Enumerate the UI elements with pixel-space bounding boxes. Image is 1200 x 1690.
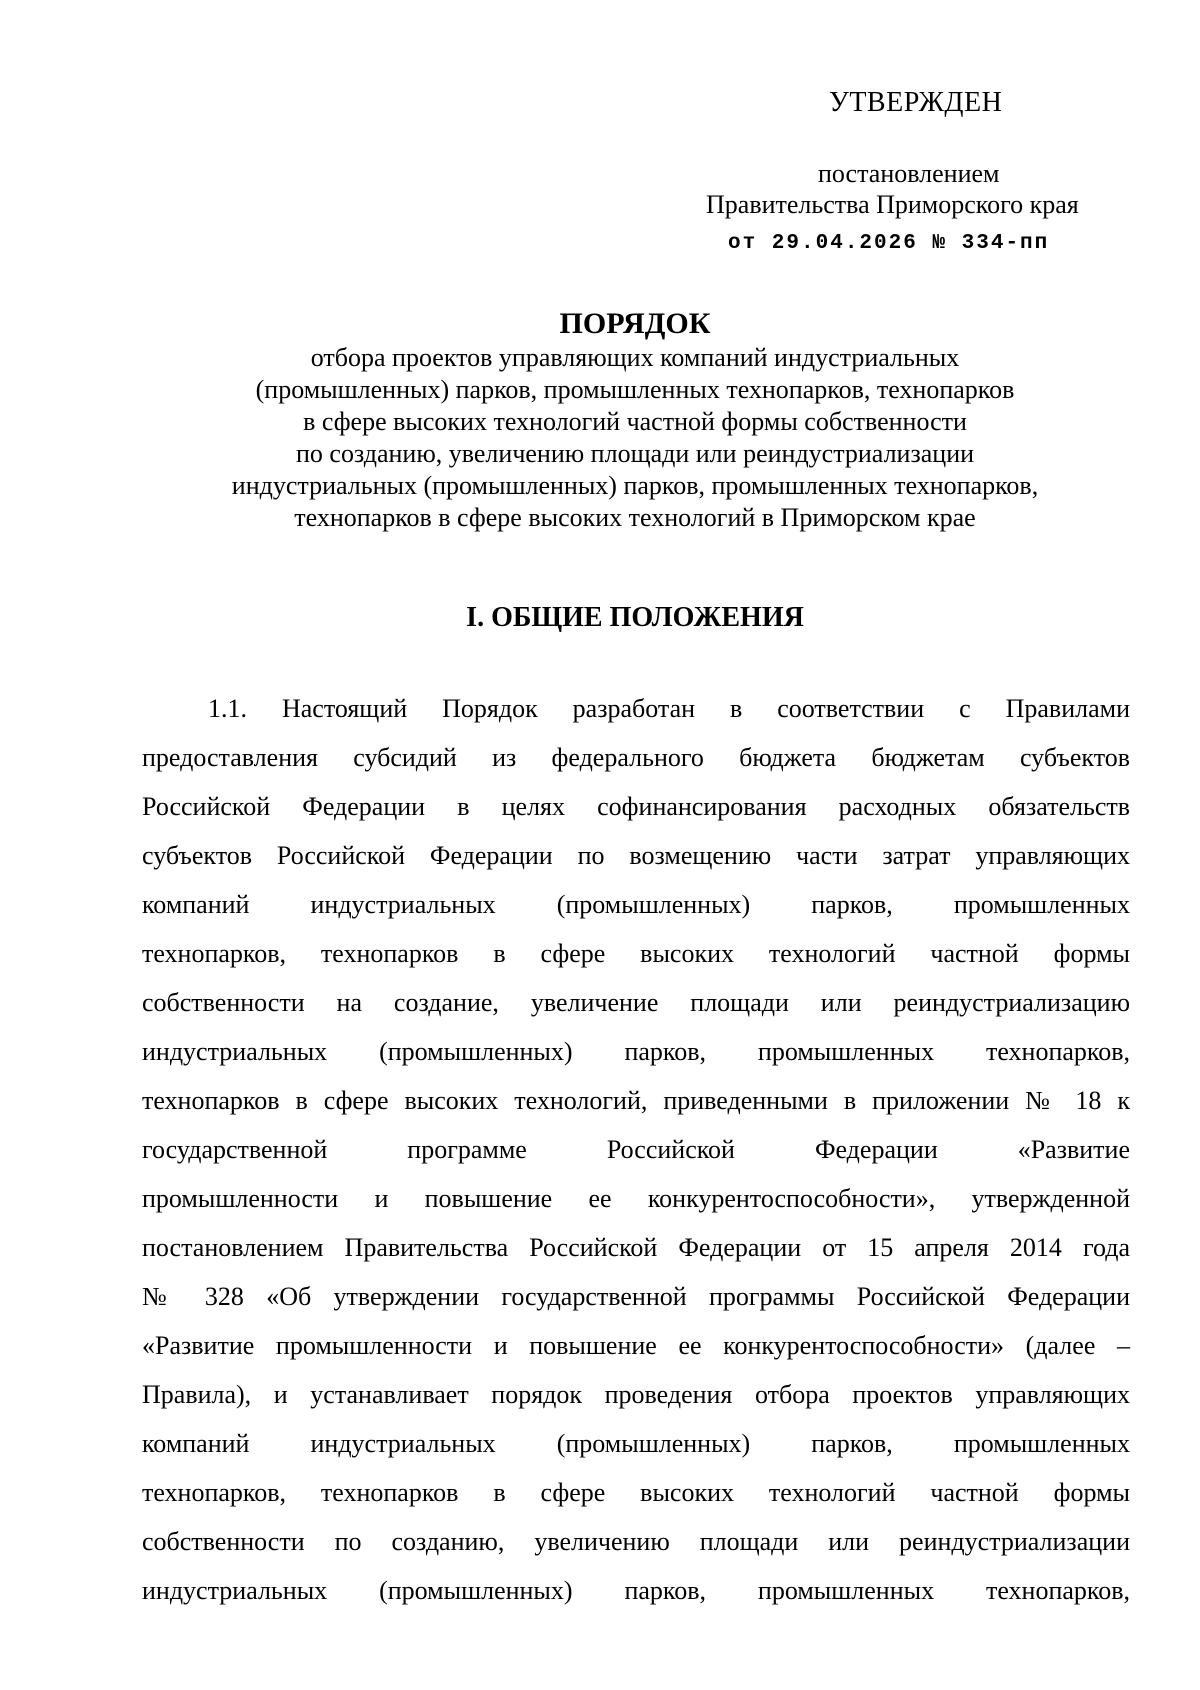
document-title: ПОРЯДОК <box>559 307 711 340</box>
approval-stamp-title: УТВЕРЖДЕН <box>829 87 1003 118</box>
paragraph-line: государственной программе Российской Федерации «Развитие <box>142 1135 1130 1164</box>
subtitle-line: технопарков в сфере высоких технологий в Приморском крае <box>294 503 976 532</box>
paragraph-line: «Развитие промышленности и повышение ее конкурентоспособности» (далее – <box>142 1331 1130 1360</box>
approval-date-number: от 29.04.2026 № 334-пп <box>728 232 1050 255</box>
paragraph-line: индустриальных (промышленных) парков, промышленных технопарков, <box>142 1037 1130 1066</box>
paragraph-line: постановлением Правительства Российской Федерации от 15 апреля 2014 года <box>142 1233 1130 1262</box>
subtitle-line: по созданию, увеличению площади или реиндустриализации <box>295 439 975 468</box>
paragraph-line: субъектов Российской Федерации по возмещению части затрат управляющих <box>142 841 1130 870</box>
subtitle-line: в сфере высоких технологий частной формы собственности <box>303 407 967 436</box>
section-heading: I. ОБЩИЕ ПОЛОЖЕНИЯ <box>466 602 804 633</box>
paragraph-line: технопарков, технопарков в сфере высоких технологий частной формы <box>142 1478 1130 1507</box>
paragraph-line: предоставления субсидий из федерального бюджета бюджетам субъектов <box>142 743 1130 772</box>
paragraph-line: Российской Федерации в целях софинансирования расходных обязательств <box>142 792 1130 821</box>
paragraph-line: компаний индустриальных (промышленных) парков, промышленных <box>142 890 1130 919</box>
approval-organization: Правительства Приморского края <box>706 190 1079 219</box>
paragraph-line: Правила), и устанавливает порядок проведения отбора проектов управляющих <box>142 1380 1130 1409</box>
paragraph-1-1 <box>142 684 1130 1615</box>
subtitle-line: (промышленных) парков, промышленных технопарков, технопарков <box>255 375 1015 404</box>
paragraph-line: собственности по созданию, увеличению площади или реиндустриализации <box>142 1527 1130 1556</box>
subtitle-line: индустриальных (промышленных) парков, промышленных технопарков, <box>231 471 1039 500</box>
paragraph-line: индустриальных (промышленных) парков, промышленных технопарков, <box>142 1576 1130 1605</box>
paragraph-line: собственности на создание, увеличение площади или реиндустриализацию <box>142 988 1130 1017</box>
paragraph-line: промышленности и повышение ее конкурентоспособности», утвержденной <box>142 1184 1130 1213</box>
subtitle-line: отбора проектов управляющих компаний индустриальных <box>310 343 960 372</box>
paragraph-line: технопарков в сфере высоких технологий, приведенными в приложении № 18 к <box>142 1086 1130 1115</box>
paragraph-line: № 328 «Об утверждении государственной программы Российской Федерации <box>142 1282 1130 1311</box>
paragraph-line: 1.1. Настоящий Порядок разработан в соответствии с Правилами <box>208 694 1130 723</box>
paragraph-line: компаний индустриальных (промышленных) парков, промышленных <box>142 1429 1130 1458</box>
paragraph-line: технопарков, технопарков в сфере высоких технологий частной формы <box>142 939 1130 968</box>
document-subtitle <box>140 342 1130 534</box>
approval-by-line: постановлением <box>818 159 1000 188</box>
